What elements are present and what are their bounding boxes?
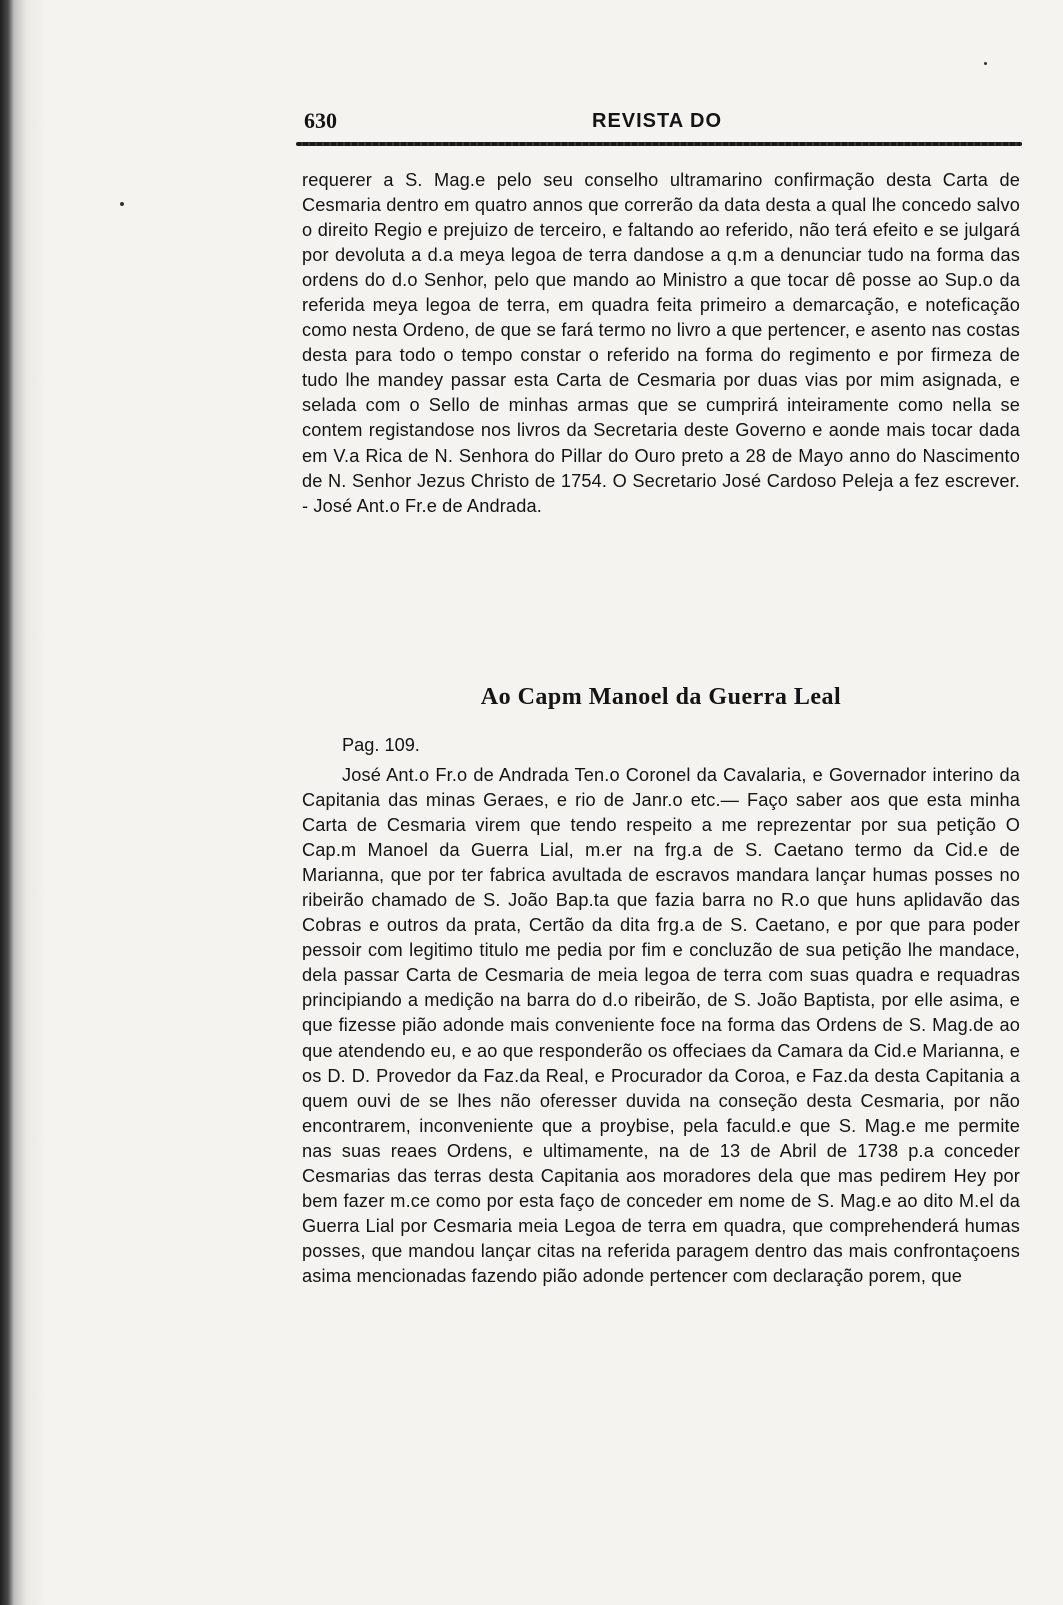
section-title: Ao Capm Manoel da Guerra Leal	[480, 684, 842, 710]
print-speck	[120, 202, 124, 206]
paragraph-continued: requerer a S. Mag.e pelo seu conselho ultramarino confirmação desta Carta de Cesmaria dentro em quatro annos que correrão da data desta a qual lhe concedo salvo o direito Regio e prejuizo de terceiro, e faltando ao referido, não terá efeito e se julgará por devoluta a d.a meya legoa de terra dandose a q.m a denunciar tudo na forma das ordens do d.o Senhor, pelo que mando ao Ministro a que tocar dê posse ao Sup.o da referida meya legoa de terra, em quadra feita primeiro a demarcação, e noteficação como nesta Ordeno, de que se fará termo no livro a que pertencer, e asento nas costas desta para todo o tempo constar o referido na forma do regimento e por firmeza de tudo lhe mandey passar esta Carta de Cesmaria por duas vias por mim asignada, e selada com o Sello de minhas armas que se cumprirá inteiramente como nella se contem registandose nos livros da Secretaria deste Governo e aonde mais tocar dada em V.a Rica de N. Senhora do Pillar do Ouro preto a 28 de Mayo anno do Nascimento de N. Senhor Jezus Christo de 1754. O Secretario José Cardoso Peleja a fez escrever. - José Ant.o Fr.e de Andrada.	[302, 170, 1020, 516]
header-rule	[296, 142, 1022, 146]
book-binding-edge	[0, 0, 46, 1605]
page-header	[304, 108, 1024, 142]
page-number: 630	[304, 108, 337, 133]
page-reference: Pag. 109.	[342, 735, 420, 755]
running-head: REVISTA DO	[592, 110, 723, 132]
paragraph-body: José Ant.o Fr.o de Andrada Ten.o Coronel da Cavalaria, e Governador interino da Capitania das minas Geraes, e rio de Janr.o etc.— Faço saber aos que esta minha Carta de Cesmaria virem que tendo respeito a me reprezentar por sua petição O Cap.m Manoel da Guerra Lial, m.er na frg.a de S. Caetano termo da Cid.e de Marianna, que por ter fabrica avultada de escravos mandara lançar humas posses no ribeirão chamado de S. João Bap.ta que fazia barra no R.o que huns aplidavão das Cobras e outros da prata, Certão da dita frg.a de S. Caetano, e por que para poder pessoir com legitimo titulo me pedia por fim e concluzão de sua petição lhe mandace, dela passar Carta de Cesmaria de meia legoa de terra com suas quadra e requadras principiando a medição na barra do d.o ribeirão, de S. João Baptista, por elle asima, e que fizesse pião adonde mais conveniente foce na forma das Ordens de S. Mag.de ao que atendendo eu, e ao que responderão os offeciaes da Camara da Cid.e Marianna, e os D. D. Provedor da Faz.da Real, e Procurador da Coroa, e Faz.da desta Capitania a quem ouvi de se lhes não oferesser duvida na conseção desta Cesmaria, por não encontrarem, inconveniente que a proybise, pela faculd.e que S. Mag.e me permite nas suas reaes Ordens, e ultimamente, na de 13 de Abril de 1738 p.a conceder Cesmarias das terras desta Capitania aos moradores dela que mas pedirem Hey por bem fazer m.ce como por esta faço de conceder em nome de S. Mag.e ao dito M.el da Guerra Lial por Cesmaria meia Legoa de terra em quadra, que comprehenderá humas posses, que mandou lançar citas na referida paragem dentro das mais confrontaçoens asima mencionadas fazendo pião adonde pertencer com declaração porem, que	[302, 765, 1020, 1286]
print-speck	[984, 62, 987, 65]
